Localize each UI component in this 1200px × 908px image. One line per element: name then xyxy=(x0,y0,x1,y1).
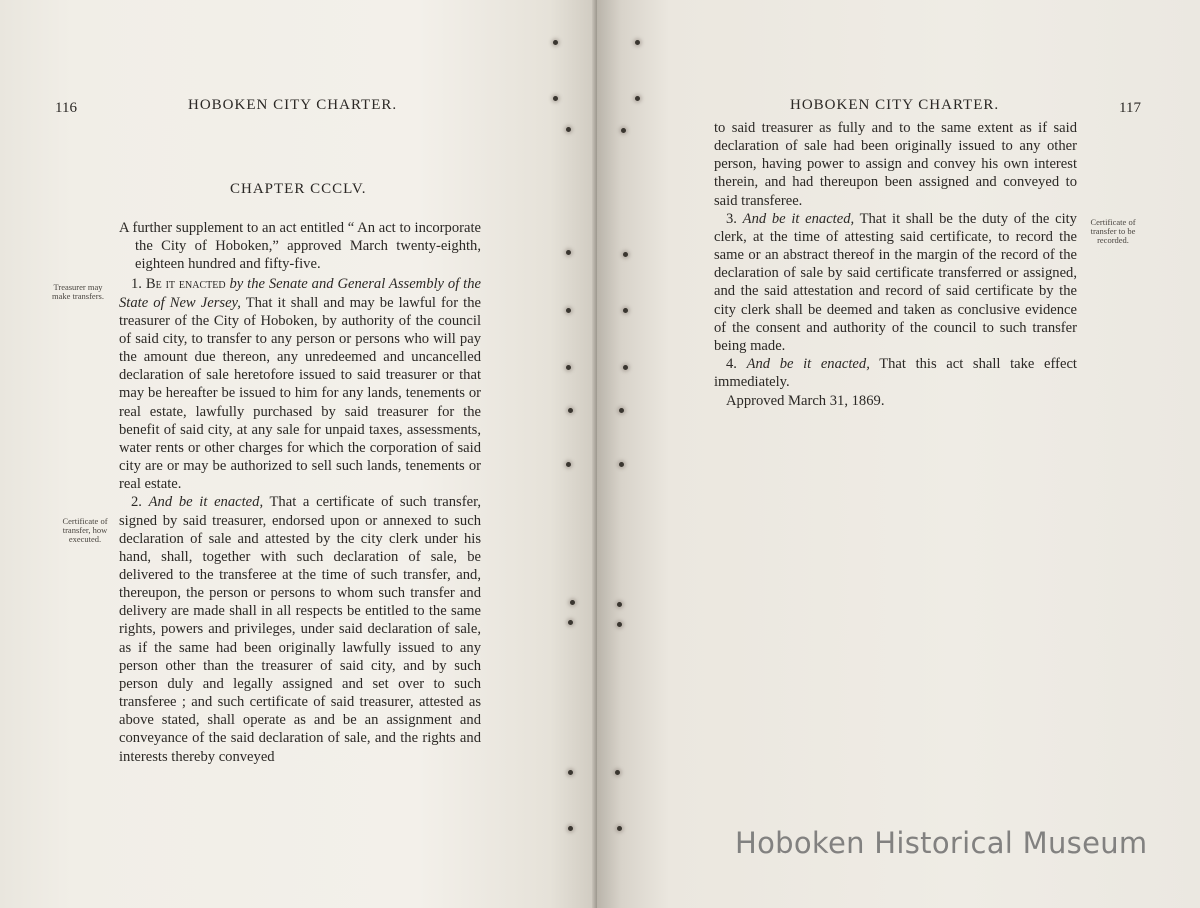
section-1 xyxy=(119,275,481,493)
margin-note-recorded: Certificate of transfer to be recorded. xyxy=(1090,217,1136,245)
stitch-hole xyxy=(623,252,628,257)
section-4-text: That this act shall take effect immediately. xyxy=(714,356,1077,391)
stitch-hole xyxy=(566,308,571,313)
section-4-number: 4. xyxy=(726,356,737,373)
stitch-hole xyxy=(568,826,573,831)
stitch-hole xyxy=(553,96,558,101)
section-3-enacting-clause: And be it enacted, xyxy=(742,210,855,227)
section-3-text: That it shall be the duty of the city clerk, at the time of attesting said certificate, to record the same or an abstract thereof in the margin of the record of the declaration of sale by said certificate transferred or assigned, and the said attestation and record of said certificate by the city clerk shall be deemed and taken as conclusive evidence of the consent and authority of the council to such transfer being made. xyxy=(714,210,1077,354)
stitch-hole xyxy=(617,622,622,627)
left-body xyxy=(119,219,481,766)
section-4-enacting-clause: And be it enacted, xyxy=(746,356,870,373)
section-2-number: 2. xyxy=(131,494,142,511)
act-title: A further supplement to an act entitled “ An act to incorporate the City of Hoboken,” approved March twenty-eighth, eighteen hundred and fifty-five. xyxy=(119,220,481,273)
stitch-hole xyxy=(619,408,624,413)
section-2-enacting-clause: And be it enacted, xyxy=(148,494,264,511)
stitch-hole xyxy=(617,602,622,607)
section-3 xyxy=(714,210,1077,355)
stitch-hole xyxy=(566,462,571,467)
margin-note-treasurer: Treasurer may make transfers. xyxy=(52,282,104,301)
stitch-hole xyxy=(635,40,640,45)
stitch-hole xyxy=(568,620,573,625)
section-3-number: 3. xyxy=(726,210,737,227)
stitch-hole xyxy=(619,462,624,467)
section-2-text: That a certificate of such transfer, signed by said treasurer, endorsed upon or annexed to such declaration of sale and attested by the city clerk under his hand, shall, together with such declaration of sale, be delivered to the transferee at the time of such transfer, and, thereupon, the person or persons to whom such transfer and delivery are made shall in all respects be entitled to the same rights, powers and privileges, under said declaration of sale, as if the same had been originally lawfully issued to any person other than the treasurer of said city, and by such person duly and legally assigned and set over to such transferee ; and such certificate of said treasurer, attested as above stated, shall operate as and be an assignment and conveyance of the said declaration of sale, and the rights and interests thereby conveyed xyxy=(119,494,481,765)
section-1-enacting-clause: Be it enacted xyxy=(145,276,226,293)
stitch-hole xyxy=(615,770,620,775)
museum-watermark: Hoboken Historical Museum xyxy=(735,826,1148,860)
chapter-heading: CHAPTER CCCLV. xyxy=(230,181,367,197)
page-number-left: 116 xyxy=(55,100,77,116)
running-head-left: HOBOKEN CITY CHARTER. xyxy=(188,97,398,113)
stitch-hole xyxy=(566,127,571,132)
section-2 xyxy=(119,493,481,765)
stitch-hole xyxy=(566,250,571,255)
stitch-hole xyxy=(570,600,575,605)
stitch-hole xyxy=(623,308,628,313)
stitch-hole xyxy=(623,365,628,370)
page-number-right: 117 xyxy=(1119,100,1141,116)
stitch-hole xyxy=(568,408,573,413)
stitch-hole xyxy=(553,40,558,45)
left-page xyxy=(0,0,597,908)
stitch-hole xyxy=(635,96,640,101)
stitch-hole xyxy=(617,826,622,831)
stitch-hole xyxy=(566,365,571,370)
approval-line: Approved March 31, 1869. xyxy=(726,393,885,410)
right-body xyxy=(714,119,1077,411)
section-1-text: That it shall and may be lawful for the treasurer of the City of Hoboken, by authority of the council of said city, to transfer to any person or persons who will pay the amount due thereon, any unredeemed and uncancelled declaration of sale heretofore issued to said treasurer or that may be hereafter be issued to him for any lands, tenements or real estate, lawfully purchased by said treasurer for the benefit of said city, at any sale for unpaid taxes, assessments, water rents or other charges for which the corporation of said city are or may be authorized to sell such lands, tenements or real estate. xyxy=(119,294,481,493)
section-4 xyxy=(714,355,1077,391)
right-page xyxy=(597,0,1200,908)
running-head-right: HOBOKEN CITY CHARTER. xyxy=(790,97,1000,113)
section-1-enacting-italic: by the Senate and General Assembly of the State of New Jersey, xyxy=(119,276,481,311)
continuation-text: to said treasurer as fully and to the same extent as if said declaration of sale had been originally issued to any other person, having power to assign and convey his own interest therein, and had thereupon been assigned and conveyed to said transferee. xyxy=(714,120,1077,209)
section-1-number: 1. xyxy=(131,276,142,293)
stitch-hole xyxy=(621,128,626,133)
margin-note-certificate: Certificate of transfer, how executed. xyxy=(62,516,108,544)
stitch-hole xyxy=(568,770,573,775)
